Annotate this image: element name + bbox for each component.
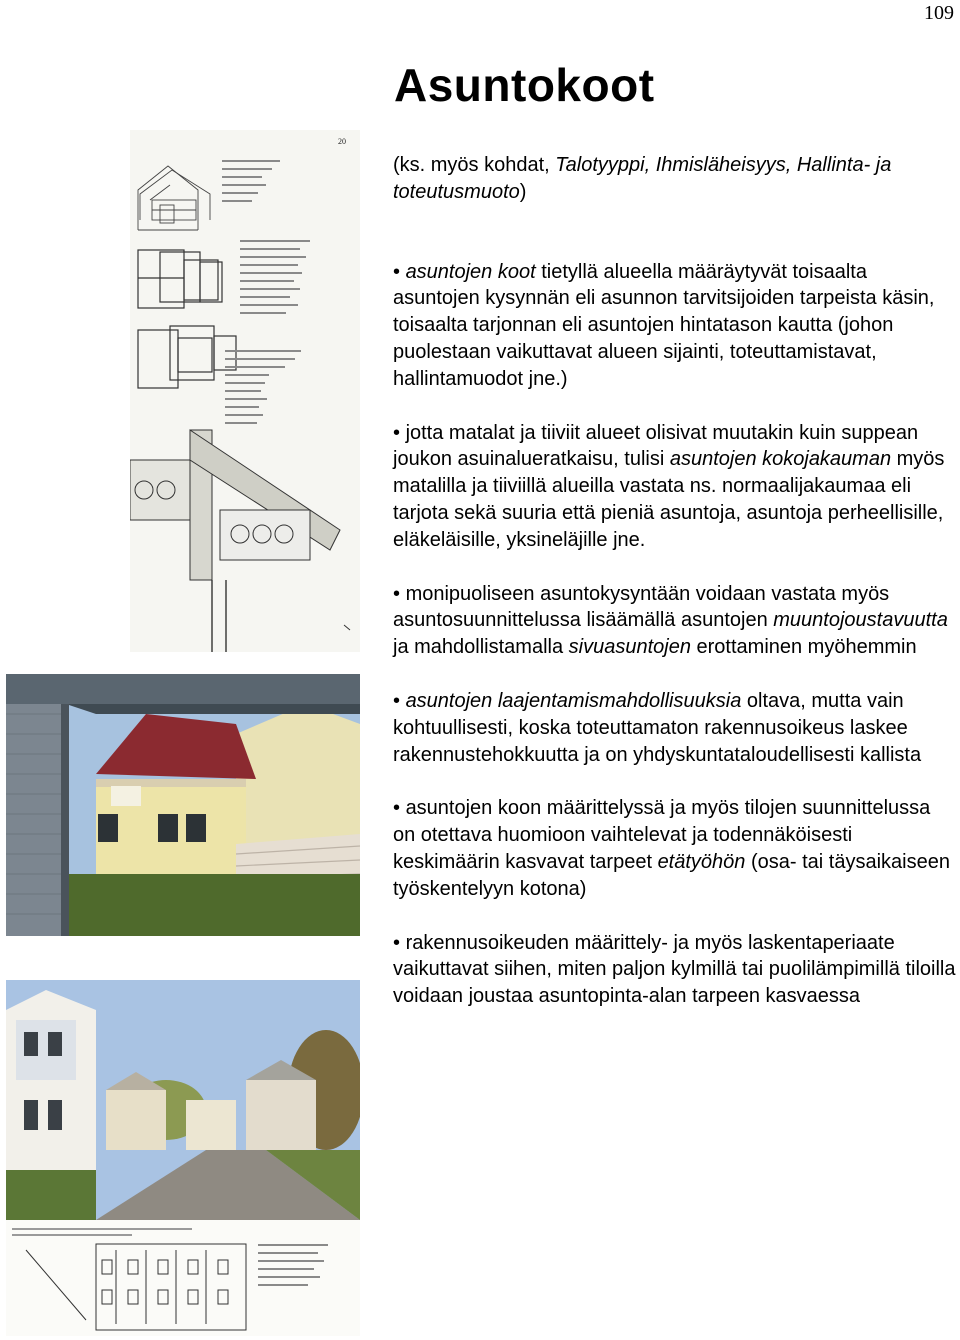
bullet-item-3 [393, 581, 958, 661]
drawing-legend [222, 160, 310, 424]
bullet-item-5 [393, 795, 958, 902]
bullet-3-text-a: monipuoliseen asuntokysyntään voidaan vastata myös asuntosuunnittelussa lisäämällä asuntojen [393, 582, 890, 632]
bullet-3-em-2: sivuasuntojen [568, 636, 691, 659]
intro-reference [393, 152, 958, 206]
floor-plan-1 [138, 250, 218, 308]
bullet-1-em: asuntojen koot [405, 260, 536, 283]
floor-plan-3 [138, 330, 212, 388]
drawings-page-number: 20 [338, 137, 346, 146]
street-view-photo [6, 980, 360, 1220]
text-column [393, 152, 958, 1037]
page-number: 109 [924, 2, 954, 24]
bullet-2-em: asuntojen kokojakauman [669, 448, 892, 471]
site-plan-drawing [26, 1244, 246, 1330]
bullet-item-4 [393, 688, 958, 768]
bullet-2-text-c: myös matalilla ja tiiviillä alueilla vastata ns. normaalijakaumaa eli tarjota sekä suuria että pieniä asuntoja, asuntoja perheellisille, eläkeläisille, yksineläjille jne. [393, 448, 945, 551]
bullet-4-em: asuntojen laajentamismahdollisuuksia [405, 689, 742, 712]
intro-suffix: ) [519, 180, 527, 203]
bullet-2-text-a: jotta matalat ja tiiviit alueet olisivat muutakin kuin suppean joukon asuinalueratkaisu, tulisi [393, 421, 919, 471]
bullet-5-em: etätyöhön [657, 850, 746, 873]
intro-refs: Talotyyppi, Ihmisläheisyys, Hallinta- ja toteutusmuoto [393, 154, 892, 203]
bullet-3-text-c: ja mahdollistamalla [393, 636, 569, 659]
bullet-6-text: rakennusoikeuden määrittely- ja myös laskentaperiaate vaikuttavat siihen, miten paljon kylmillä tai puolilämpimillä tiloilla voidaan joustaa asuntopinta-alan tarpeen kasvaessa [393, 931, 956, 1008]
bullet-3-text-e: erottaminen myöhemmin [690, 636, 917, 659]
section-drawing-2 [140, 170, 210, 220]
site-plan-caption [12, 1228, 192, 1236]
page-title: Asuntokoot [394, 59, 655, 111]
construction-detail-drawing [130, 430, 350, 652]
courtyard-house-photo [6, 674, 360, 936]
intro-prefix: (ks. myös kohdat, [393, 154, 556, 176]
bullet-4-text: oltava, mutta vain kohtuullisesti, koska toteuttamaton rakennusoikeus laskee rakennustehokkuutta ja on yhdyskuntataloudellisesti kallista [393, 689, 922, 766]
architectural-drawings-image [130, 130, 360, 652]
site-plan-image [6, 1220, 360, 1336]
site-plan-legend [258, 1244, 328, 1286]
bullet-item-6 [393, 930, 958, 1010]
bullet-1-text: tietyllä alueella määräytyvät toisaalta asuntojen kysynnän eli asunnon tarvitsijoiden tarpeista käsin, toisaalta tarjonnan eli asuntojen hintatason kautta (johon puolestaan vaikuttavat alueen sijainti, toteuttamistavat, hallintamuodot jne.) [393, 260, 935, 390]
bullet-5-text-c: (osa- tai täysaikaiseen työskentelyyn kotona) [393, 850, 950, 900]
bullet-item-1 [393, 259, 958, 393]
bullet-item-2 [393, 420, 958, 554]
bullet-3-em-1: muuntojoustavuutta [773, 609, 948, 632]
bullet-5-text-a: asuntojen koon määrittelyssä ja myös tilojen suunnittelussa on otettava huomioon vaihtelevat ja todennäköisesti keskimäärin kasvavat tarpeet [393, 797, 931, 873]
